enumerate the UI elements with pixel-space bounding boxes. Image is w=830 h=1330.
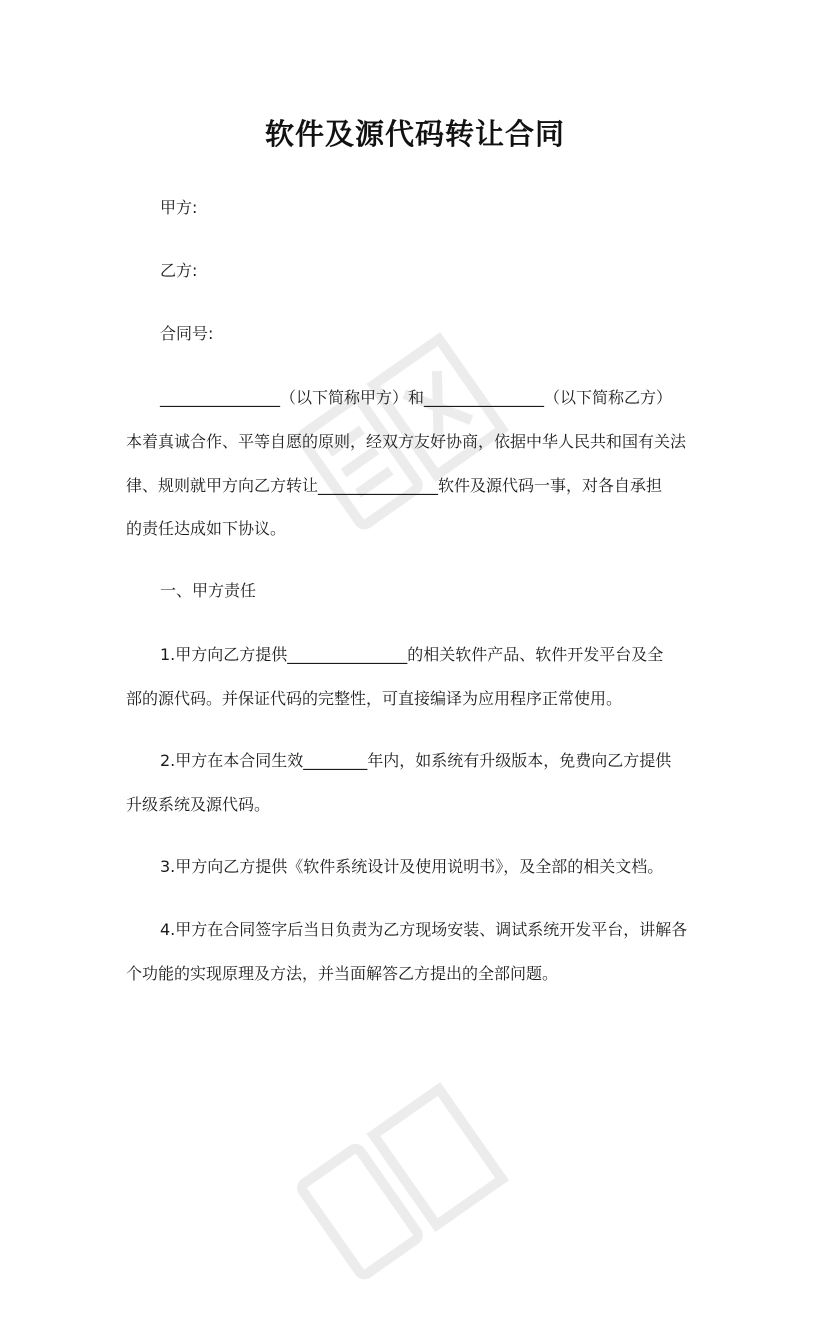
clause-4-line-2: 个功能的实现原理及方法，并当面解答乙方提出的全部问题。: [126, 964, 559, 983]
intro-line-1: _______________（以下简称甲方）和_______________（以下简称乙方）: [160, 388, 673, 407]
contract-number-label: 合同号:: [160, 324, 214, 343]
clause-2-line-2: 升级系统及源代码。: [126, 795, 271, 814]
party-a-label: 甲方:: [160, 198, 198, 217]
section-1-heading: 一、甲方责任: [160, 581, 257, 600]
clause-3-line-1: 3.甲方向乙方提供《软件系统设计及使用说明书》，及全部的相关文档。: [160, 857, 664, 876]
watermark-icon: [255, 280, 555, 580]
party-b-label: 乙方:: [160, 261, 198, 280]
clause-1-line-1: 1.甲方向乙方提供_______________的相关软件产品、软件开发平台及全: [160, 645, 664, 664]
intro-line-3: 律、规则就甲方向乙方转让_______________软件及源代码一事，对各自承担: [126, 476, 663, 495]
clause-4-line-1: 4.甲方在合同签字后当日负责为乙方现场安装、调试系统开发平台，讲解各: [160, 920, 688, 939]
clause-2-line-1: 2.甲方在本合同生效________年内，如系统有升级版本，免费向乙方提供: [160, 751, 672, 770]
intro-line-4: 的责任达成如下协议。: [126, 519, 287, 538]
clause-1-line-2: 部的源代码。并保证代码的完整性，可直接编译为应用程序正常使用。: [126, 689, 623, 708]
document-title: 软件及源代码转让合同: [264, 117, 565, 151]
watermark-icon-bottom: [255, 1030, 555, 1330]
intro-line-2: 本着真诚合作、平等自愿的原则，经双方友好协商，依据中华人民共和国有关法: [126, 432, 687, 451]
